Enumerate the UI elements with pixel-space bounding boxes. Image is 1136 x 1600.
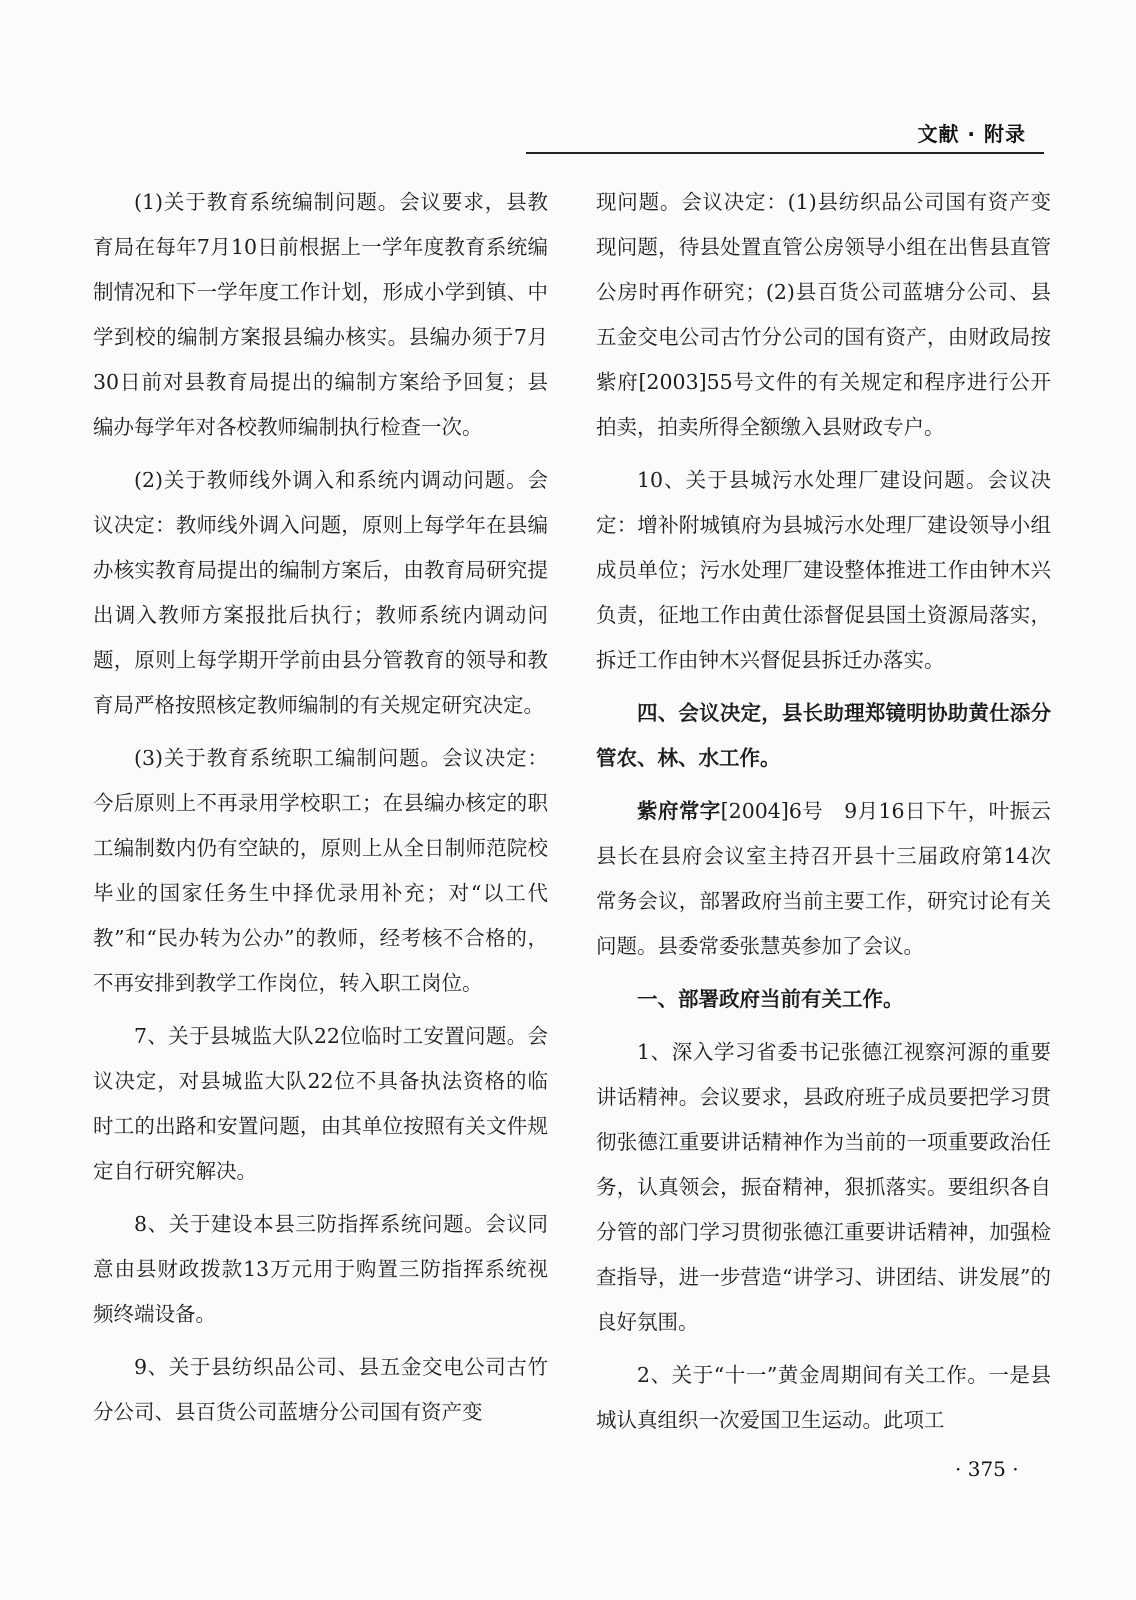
section-heading: 一、部署政府当前有关工作。 — [637, 987, 904, 1011]
paragraph: 9、关于县纺织品公司、县五金交电公司古竹分公司、县百货公司蓝塘分公司国有资产变 — [93, 1355, 548, 1424]
paragraph: (2)关于教师线外调入和系统内调动问题。会议决定：教师线外调入问题，原则上每学年在县编办核实教育局提出的编制方案后，由教育局研究提出调入教师方案报批后执行；教师系统内调动问题，原则上每学期开学前由县分管教育的领导和教育局严格按照核定教师编制的有关规定研究决定。 — [93, 468, 548, 717]
paragraph-text: [2004]6号 9月16日下午，叶振云县长在县府会议室主持召开县十三届政府第14次常务会议，部署政府当前主要工作，研究讨论有关问题。县委常委张慧英参加了会议。 — [596, 799, 1052, 958]
paragraph: 1、深入学习省委书记张德江视察河源的重要讲话精神。会议要求，县政府班子成员要把学习贯彻张德江重要讲话精神作为当前的一项重要政治任务，认真领会，振奋精神，狠抓落实。要组织各自分管的部门学习贯彻张德江重要讲话精神，加强检查指导，进一步营造“讲学习、讲团结、讲发展”的良好氛围。 — [596, 1040, 1051, 1334]
section-heading: 四、会议决定，县长助理郑镜明协助黄仕添分管农、林、水工作。 — [596, 701, 1051, 770]
paragraph: 8、关于建设本县三防指挥系统问题。会议同意由县财政拨款13万元用于购置三防指挥系统视频终端设备。 — [93, 1212, 548, 1326]
paragraph: (1)关于教育系统编制问题。会议要求，县教育局在每年7月10日前根据上一学年度教育系统编制情况和下一学年度工作计划，形成小学到镇、中学到校的编制方案报县编办核实。县编办须于7月30日前对县教育局提出的编制方案给予回复；县编办每学年对各校教师编制执行检查一次。 — [93, 190, 548, 439]
paragraph: 7、关于县城监大队22位临时工安置问题。会议决定，对县城监大队22位不具备执法资格的临时工的出路和安置问题，由其单位按照有关文件规定自行研究解决。 — [93, 1024, 548, 1183]
paragraph: 10、关于县城污水处理厂建设问题。会议决定：增补附城镇府为县城污水处理厂建设领导小组成员单位；污水处理厂建设整体推进工作由钟木兴负责，征地工作由黄仕添督促县国土资源局落实，拆迁工作由钟木兴督促县拆迁办落实。 — [596, 468, 1051, 672]
paragraph: (3)关于教育系统职工编制问题。会议决定：今后原则上不再录用学校职工；在县编办核定的职工编制数内仍有空缺的，原则上从全日制师范院校毕业的国家任务生中择优录用补充；对“以工代教”和“民办转为公办”的教师，经考核不合格的，不再安排到教学工作岗位，转入职工岗位。 — [93, 746, 548, 995]
header-title: 文献 · 附录 — [917, 122, 1026, 146]
document-number-label: 紫府常字 — [637, 799, 721, 823]
page-number: · 375 · — [955, 1457, 1019, 1481]
right-column — [596, 180, 1051, 1451]
paragraph: 现问题。会议决定：(1)县纺织品公司国有资产变现问题，待县处置直管公房领导小组在出售县直管公房时再作研究；(2)县百货公司蓝塘分公司、县五金交电公司古竹分公司的国有资产，由财政局按紫府[2003]55号文件的有关规定和程序进行公开拍卖，拍卖所得全额缴入县财政专户。 — [596, 190, 1051, 439]
running-header — [526, 118, 1044, 154]
left-column — [93, 180, 548, 1443]
paragraph: 2、关于“十一”黄金周期间有关工作。一是县城认真组织一次爱国卫生运动。此项工 — [596, 1363, 1051, 1432]
paragraph — [596, 789, 1051, 969]
